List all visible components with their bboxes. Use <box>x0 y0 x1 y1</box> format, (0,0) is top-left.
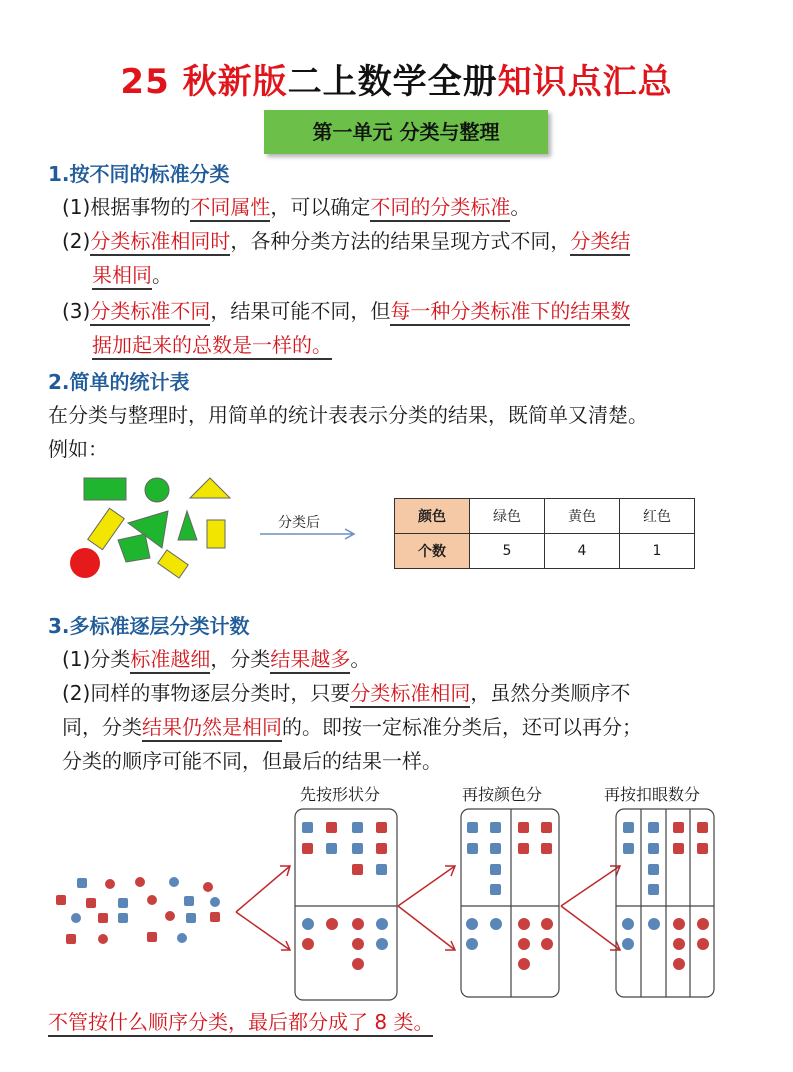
s1-point-2: (2)分类标准相同时，各种分类方法的结果呈现方式不同，分类结 <box>62 224 630 258</box>
arrows-1 <box>236 866 620 950</box>
footer-note: 不管按什么顺序分类，最后都分成了 8 类。 <box>48 1006 433 1037</box>
s1-point-3: (3)分类标准不同，结果可能不同，但每一种分类标准下的结果数 <box>62 294 630 328</box>
table-row <box>395 534 695 569</box>
s2-text: 在分类与整理时，用简单的统计表表示分类的结果，既简单又清楚。 <box>48 403 648 427</box>
section-2-heading: 2.简单的统计表 <box>48 370 190 394</box>
section-3-heading: 3.多标准逐层分类计数 <box>48 614 250 638</box>
s3-point-2-line3: 分类的顺序可能不同，但最后的结果一样。 <box>62 749 442 773</box>
s1-point-1: (1)根据事物的不同属性，可以确定不同的分类标准。 <box>62 190 530 224</box>
group-boxes <box>295 809 714 1000</box>
table-cell: 5 <box>470 534 545 569</box>
table-cell: 颜色 <box>395 499 470 534</box>
s1-point-2-cont: 果相同。 <box>92 258 172 292</box>
scattered-shapes <box>70 478 230 578</box>
table-cell: 绿色 <box>470 499 545 534</box>
table-cell: 个数 <box>395 534 470 569</box>
s3-point-1: (1)分类标准越细，分类结果越多。 <box>62 642 370 676</box>
page-title: 25 秋新版二上数学全册知识点汇总 <box>120 62 673 102</box>
table-cell: 1 <box>620 534 695 569</box>
arrow-label: 分类后 <box>278 515 320 531</box>
table-row <box>395 499 695 534</box>
s3-point-2: (2)同样的事物逐层分类时，只要分类标准相同，虽然分类顺序不 <box>62 676 630 710</box>
unit-title-banner: 第一单元 分类与整理 <box>264 110 548 154</box>
table-cell: 黄色 <box>545 499 620 534</box>
s2-example-label: 例如： <box>48 437 108 461</box>
sorted-buttons <box>302 822 709 970</box>
s1-point-3-cont: 据加起来的总数是一样的。 <box>92 328 332 362</box>
section-1-heading: 1.按不同的标准分类 <box>48 162 230 186</box>
diagram-label-color: 再按颜色分 <box>462 785 543 804</box>
table-cell: 4 <box>545 534 620 569</box>
stats-table <box>394 498 695 569</box>
s3-point-2-line2: 同，分类结果仍然是相同的。即按一定标准分类后，还可以再分； <box>62 710 642 744</box>
buttons-scatter <box>56 877 220 944</box>
table-cell: 红色 <box>620 499 695 534</box>
diagram-label-holes: 再按扣眼数分 <box>604 785 701 804</box>
diagram-label-shape: 先按形状分 <box>300 785 381 804</box>
